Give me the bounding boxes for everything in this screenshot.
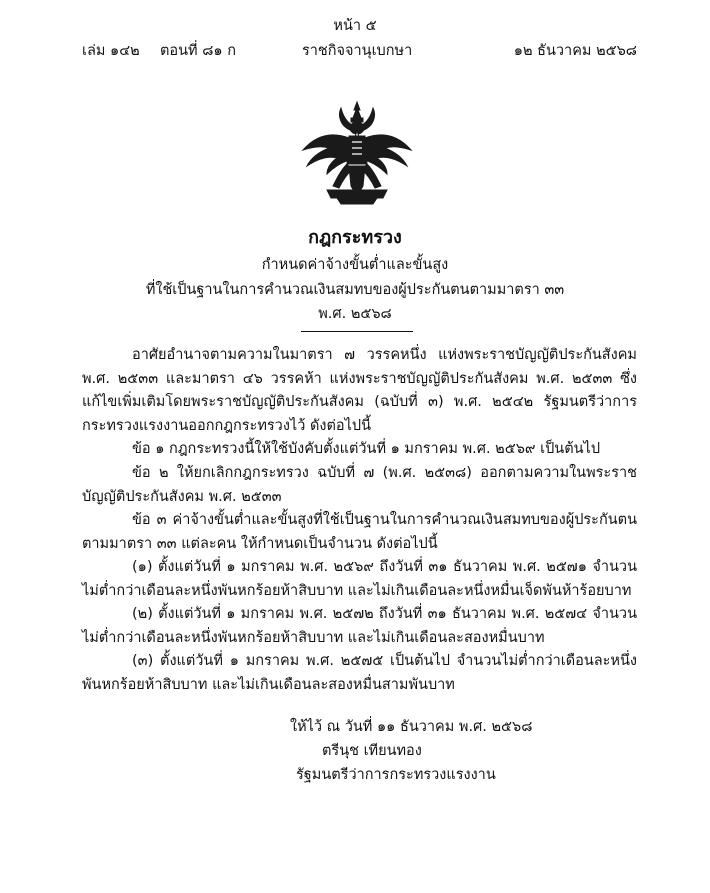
preamble-paragraph: อาศัยอำนาจตามความในมาตรา ๗ วรรคหนึ่ง แห่งพระราชบัญญัติประกันสังคม พ.ศ. ๒๕๓๓ และมาตรา ๔๖ วรรคห้า แห่งพระราชบัญญัติประกันสังคม พ.ศ. ๒๕๓๓ ซึ่งแก้ไขเพิ่มเติมโดยพระราชบัญญัติประกันสังคม (ฉบับที่ ๓) พ.ศ. ๒๕๔๒ รัฐมนตรีว่าการกระทรวงแรงงานออกกฎกระทรวงไว้ ดังต่อไปนี้ <box>82 347 637 434</box>
clause-3: ข้อ ๓ ค่าจ้างขั้นต่ำและขั้นสูงที่ใช้เป็นฐานในการคำนวณเงินสมทบของผู้ประกันตนตามมาตรา ๓๓ แต่ละคน ให้กำหนดเป็นจำนวน ดังต่อไปนี้ <box>82 512 637 552</box>
document-title: กฎกระทรวง <box>308 227 402 248</box>
clause-3-item-2: (๒) ตั้งแต่วันที่ ๑ มกราคม พ.ศ. ๒๕๗๒ ถึงวันที่ ๓๑ ธันวาคม พ.ศ. ๒๕๗๔ จำนวนไม่ต่ำกว่าเดือนละหนึ่งพันหกร้อยห้าสิบบาท และไม่เกินเดือนละสองหมื่นบาท <box>82 606 637 646</box>
signature-date: ให้ไว้ ณ วันที่ ๑๑ ธันวาคม พ.ศ. ๒๕๖๘ <box>290 719 533 735</box>
clause-1: ข้อ ๑ กฎกระทรวงนี้ให้ใช้บังคับตั้งแต่วันที่ ๑ มกราคม พ.ศ. ๒๕๖๙ เป็นต้นไป <box>132 441 601 457</box>
title-line-1: กำหนดค่าจ้างขั้นต่ำและขั้นสูง <box>261 257 449 273</box>
signatory-position: รัฐมนตรีว่าการกระทรวงแรงงาน <box>296 767 496 783</box>
clause-2: ข้อ ๒ ให้ยกเลิกกฎกระทรวง ฉบับที่ ๗ (พ.ศ. ๒๕๓๘) ออกตามความในพระราชบัญญัติประกันสังคม พ.ศ. ๒๕๓๓ <box>82 465 637 505</box>
signatory-name: ตรีนุช เทียนทอง <box>322 743 422 759</box>
gazette-date: ๑๒ ธันวาคม ๒๕๖๘ <box>513 43 637 59</box>
page-number: หน้า ๕ <box>333 18 377 34</box>
title-divider <box>301 331 413 332</box>
title-year: พ.ศ. ๒๕๖๘ <box>318 306 392 322</box>
gazette-name: ราชกิจจานุเบกษา <box>302 43 413 59</box>
clause-3-item-3: (๓) ตั้งแต่วันที่ ๑ มกราคม พ.ศ. ๒๕๗๕ เป็นต้นไป จำนวนไม่ต่ำกว่าเดือนละหนึ่งพันหกร้อยห้าสิบบาท และไม่เกินเดือนละสองหมื่นสามพันบาท <box>82 653 637 693</box>
section-label: ตอนที่ ๘๑ ก <box>160 43 236 59</box>
clause-3-item-1: (๑) ตั้งแต่วันที่ ๑ มกราคม พ.ศ. ๒๕๖๙ ถึงวันที่ ๓๑ ธันวาคม พ.ศ. ๒๕๗๑ จำนวนไม่ต่ำกว่าเดือนละหนึ่งพันหกร้อยห้าสิบบาท และไม่เกินเดือนละหนึ่งหมื่นเจ็ดพันห้าร้อยบาท <box>82 559 637 599</box>
volume-label: เล่ม ๑๔๒ <box>82 43 140 59</box>
title-line-2: ที่ใช้เป็นฐานในการคำนวณเงินสมทบของผู้ประกันตนตามมาตรา ๓๓ <box>145 282 565 298</box>
garuda-emblem-icon <box>297 98 417 206</box>
